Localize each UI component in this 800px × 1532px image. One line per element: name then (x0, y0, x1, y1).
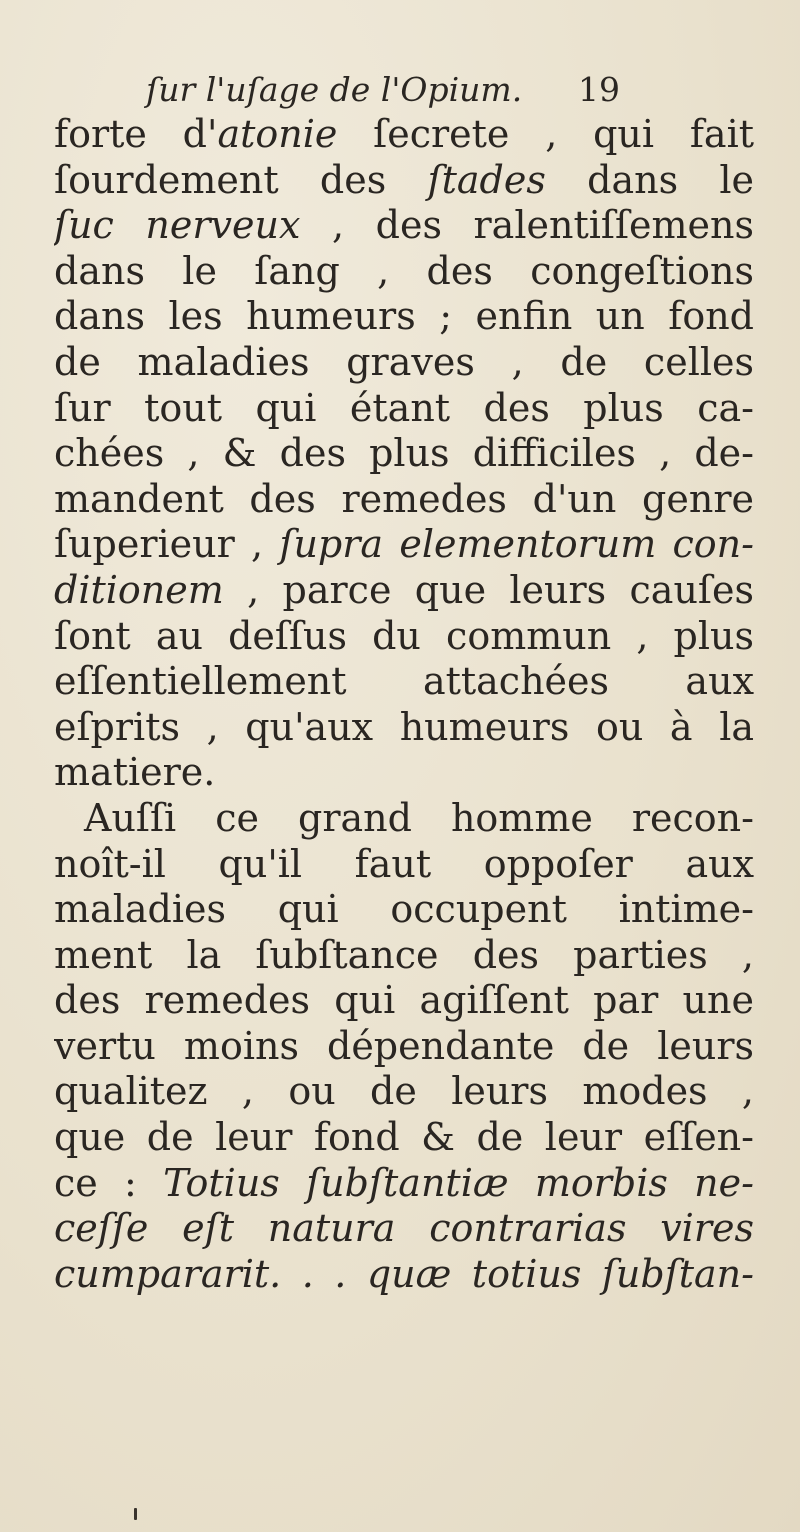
text-segment: , parce que leurs cauſes (223, 567, 754, 612)
italic-text: atonie (217, 112, 338, 156)
text-line (54, 614, 754, 660)
text-line (54, 978, 754, 1024)
text-line (54, 887, 754, 933)
italic-text: ſtades (427, 157, 546, 202)
text-line (54, 386, 754, 432)
text-segment: vertu moins dépendante de leurs (54, 1023, 754, 1068)
text-line (54, 522, 754, 568)
text-line (54, 431, 754, 477)
text-line (54, 933, 754, 979)
text-segment: dans le ſang , des congeſtions (54, 248, 754, 293)
italic-text: ditionem (54, 567, 224, 612)
text-segment: que de leur fond & de leur eſſen- (54, 1115, 754, 1160)
text-line (54, 158, 754, 204)
italic-text: ſupra elementorum con- (279, 522, 754, 567)
text-segment: ſourdement des (54, 157, 428, 202)
text-segment: ce : (54, 1160, 164, 1205)
text-segment: matiere. (54, 750, 216, 795)
italic-text: Totius ſubſtantiæ morbis ne- (163, 1160, 754, 1205)
text-line (54, 203, 754, 249)
text-segment: , des ralentiſſemens (300, 203, 754, 248)
text-line (54, 796, 754, 842)
text-line (54, 112, 754, 158)
text-line (54, 705, 754, 751)
text-segment: dans le (545, 157, 754, 202)
text-segment: ſont au deſſus du commun , plus (54, 613, 754, 658)
text-segment: des remedes qui agiſſent par une (54, 978, 754, 1023)
text-segment: qualitez , ou de leurs modes , (54, 1069, 754, 1114)
text-segment: ſur tout qui étant des plus ca- (54, 385, 754, 430)
italic-text: ſuc nerveux (54, 203, 301, 248)
text-line (54, 1115, 754, 1161)
italic-text: ceſſe eſt natura contrarias vires (54, 1206, 754, 1251)
running-title: ſur l'uſage de l'Opium. (146, 70, 523, 109)
text-segment: ſecrete , qui fait (337, 112, 754, 156)
text-line (54, 750, 754, 796)
running-header (146, 68, 666, 112)
text-line (54, 842, 754, 888)
text-line (54, 1161, 754, 1207)
text-line (54, 1069, 754, 1115)
italic-text: cumpararit. . . quæ totius ſubſtan- (54, 1251, 754, 1296)
text-line (54, 568, 754, 614)
text-segment: Auſſi ce grand homme recon- (84, 795, 754, 840)
text-segment: noît-il qu'il faut oppoſer aux (54, 841, 754, 886)
text-segment: chées , & des plus difficiles , de- (54, 431, 754, 476)
text-segment: eſprits , qu'aux humeurs ou à la (54, 704, 754, 749)
text-segment: maladies qui occupent intime- (54, 887, 754, 932)
text-line (54, 659, 754, 705)
text-line (54, 1206, 754, 1252)
text-line (54, 1252, 754, 1298)
text-line (54, 249, 754, 295)
text-segment: mandent des remedes d'un genre (54, 476, 754, 521)
page-number: 19 (578, 70, 620, 109)
paper-speck (134, 1508, 137, 1520)
text-line (54, 294, 754, 340)
text-segment: de maladies graves , de celles (54, 339, 754, 384)
text-segment: eſſentiellement attachées aux (54, 659, 754, 704)
text-line (54, 477, 754, 523)
text-segment: forte d' (54, 112, 218, 156)
text-line (54, 340, 754, 386)
text-segment: ſuperieur , (54, 522, 280, 567)
text-segment: ment la ſubſtance des parties , (54, 932, 754, 977)
body-text (54, 112, 754, 1297)
text-line (54, 1024, 754, 1070)
text-segment: dans les humeurs ; enfin un fond (54, 294, 754, 339)
